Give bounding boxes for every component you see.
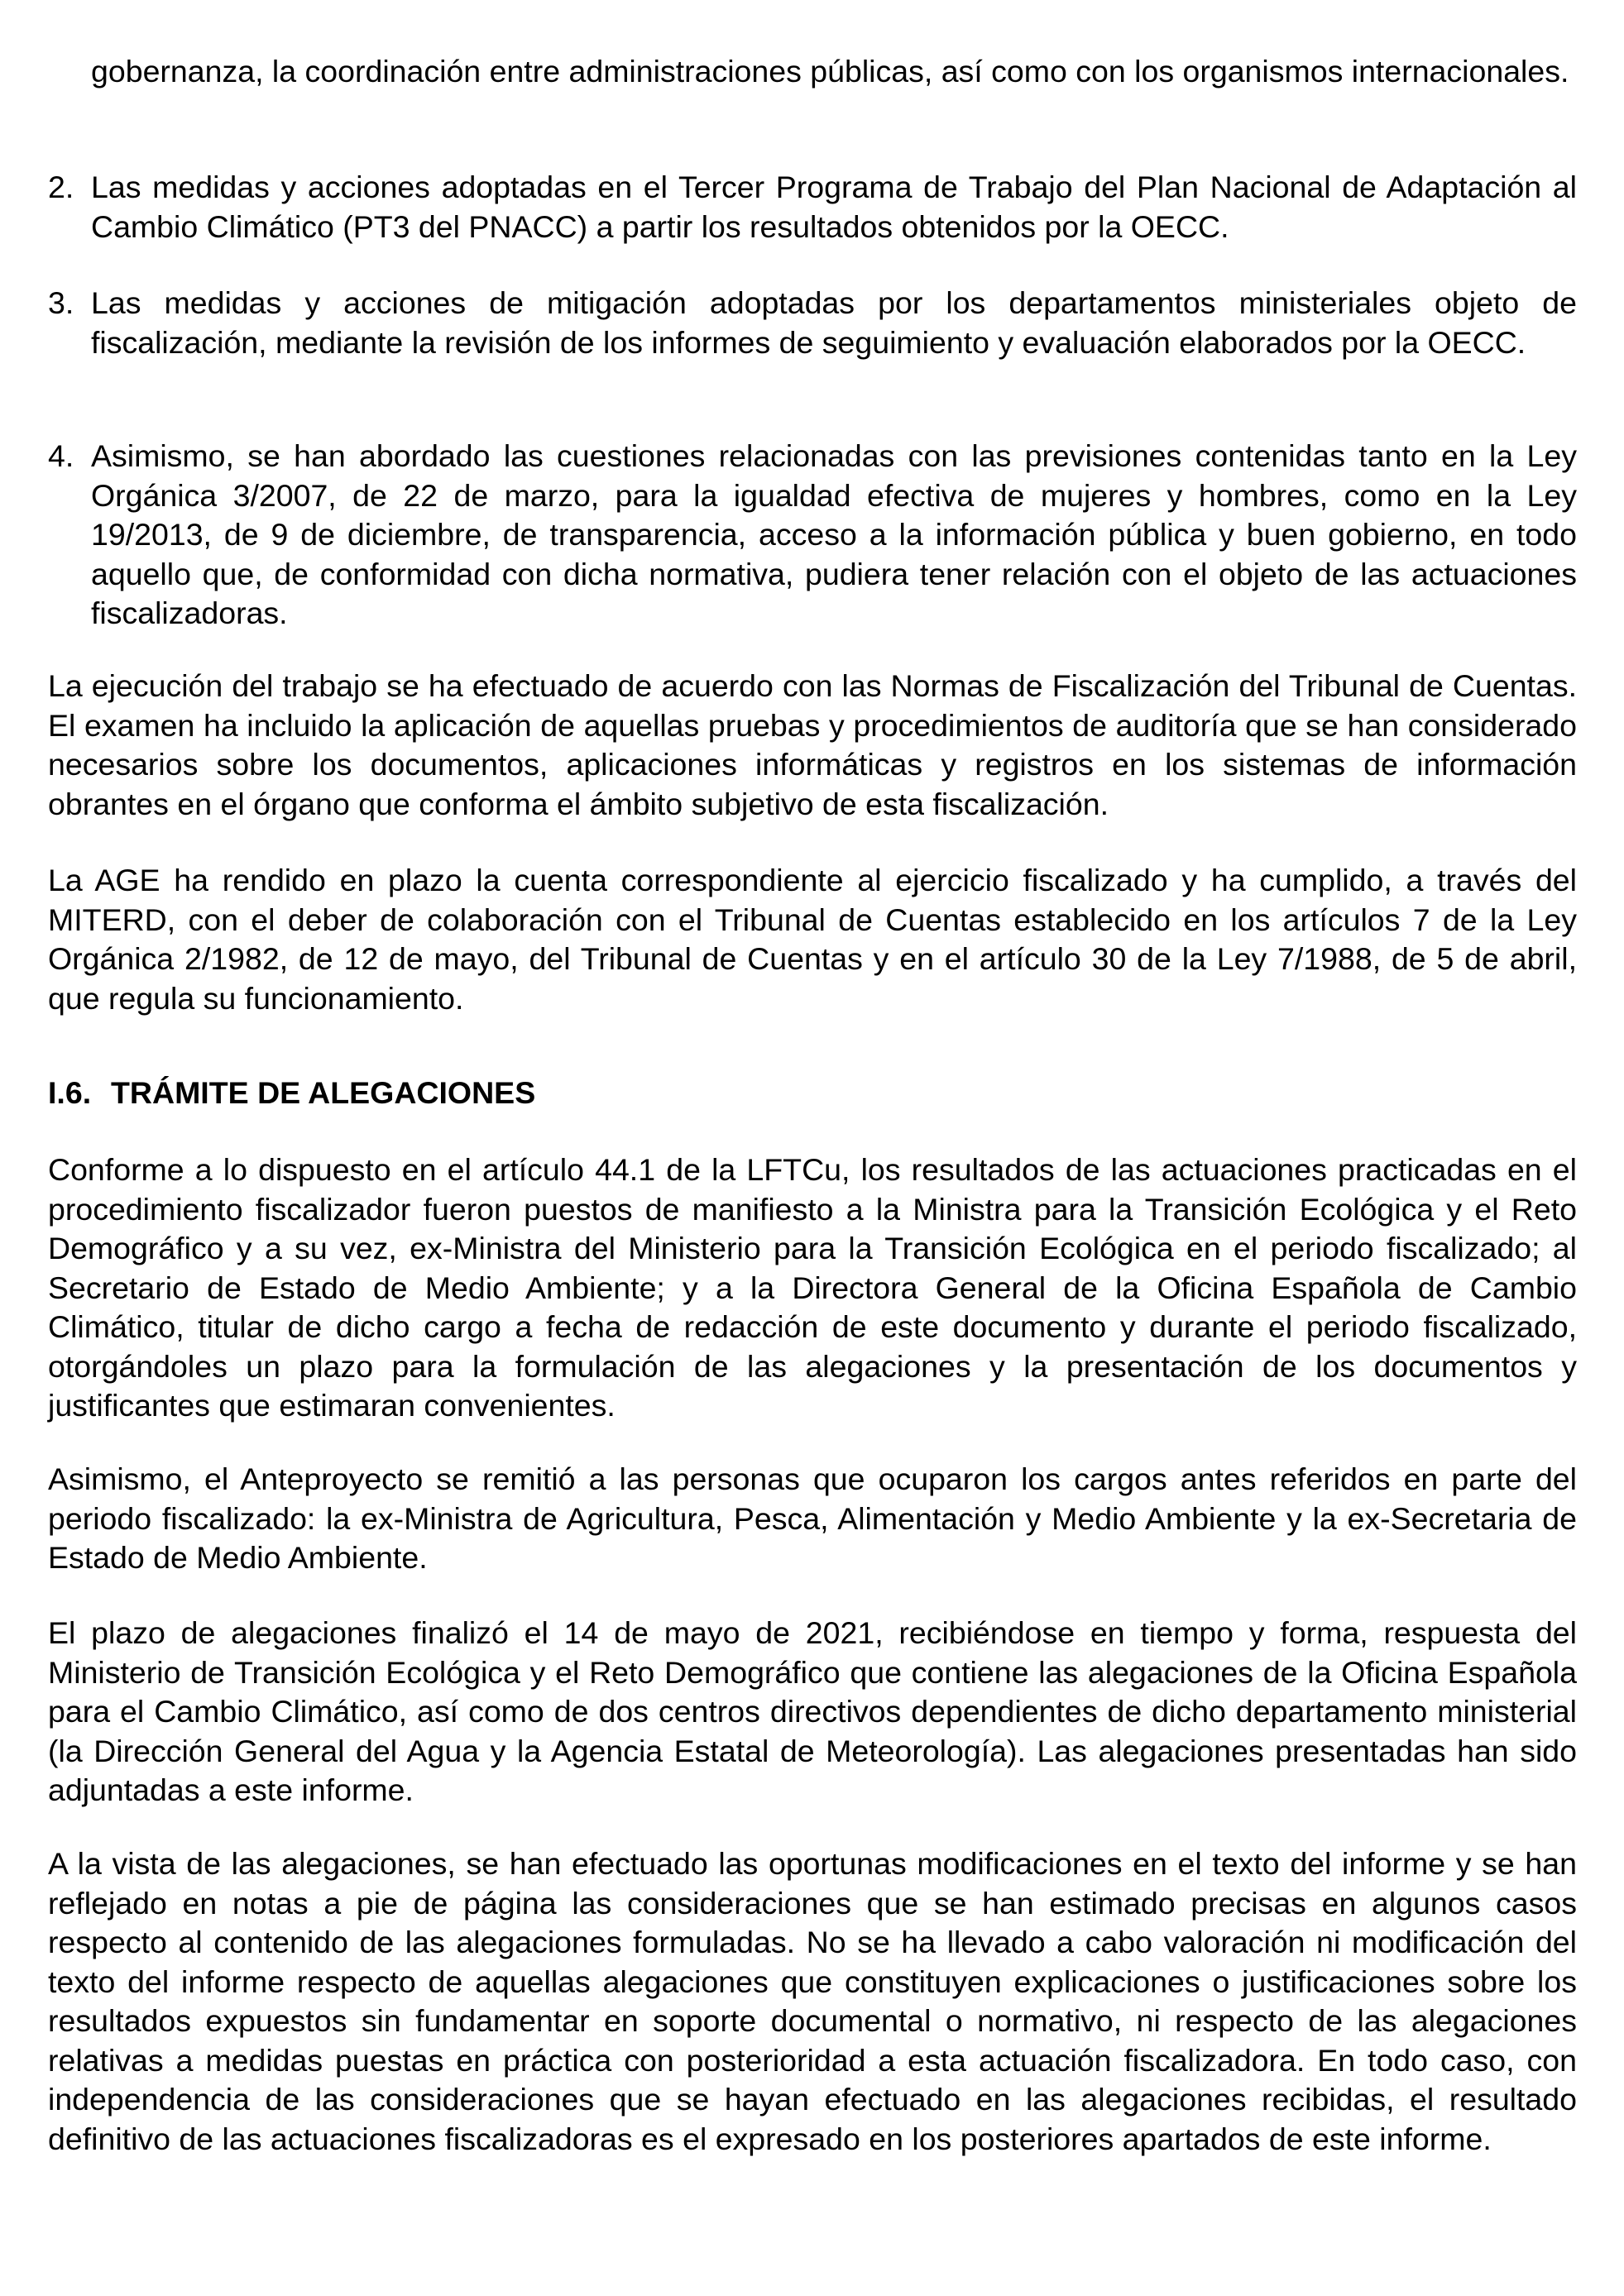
list-item-text: gobernanza, la coordinación entre administraciones públicas, así como con los organismos internacionales. [91, 54, 1569, 88]
section-title: TRÁMITE DE ALEGACIONES [111, 1075, 536, 1110]
list-item-number: 2. [48, 170, 74, 204]
list-item-continuation [48, 52, 1577, 92]
section-heading [48, 1074, 1577, 1113]
section-number: I.6. [48, 1075, 92, 1110]
list-item-number: 4. [48, 438, 74, 473]
paragraph-plazo: El plazo de alegaciones finalizó el 14 de mayo de 2021, recibiéndose en tiempo y forma, respuesta del Ministerio de Transición Ecológica y el Reto Demográfico que contiene las alegaciones de la Oficina Española para el Cambio Climático, así como de dos centros directivos dependientes de dicho departamento ministerial (la Dirección General del Agua y la Agencia Estatal de Meteorología). Las alegaciones presentadas han sido adjuntadas a este informe. [48, 1615, 1577, 1807]
paragraph-asimismo: Asimismo, el Anteproyecto se remitió a las personas que ocuparon los cargos antes referidos en parte del periodo fiscalizado: la ex-Ministra de Agricultura, Pesca, Alimentación y Medio Ambiente y la ex-Secretaria de Estado de Medio Ambiente. [48, 1461, 1577, 1575]
paragraph-vista: A la vista de las alegaciones, se han efectuado las oportunas modificaciones en el texto del informe y se han reflejado en notas a pie de página las consideraciones que se han estimado precisas en algunos casos respecto al contenido de las alegaciones formuladas. No se ha llevado a cabo valoración ni modificación del texto del informe respecto de aquellas alegaciones que constituyen explicaciones o justificaciones sobre los resultados expuestos sin fundamentar en soporte documental o normativo, ni respecto de las alegaciones relativas a medidas puestas en práctica con posterioridad a esta actuación fiscalizadora. En todo caso, con independencia de las consideraciones que se hayan efectuado en las alegaciones recibidas, el resultado definitivo de las actuaciones fiscalizadoras es el expresado en los posteriores apartados de este informe. [48, 1846, 1577, 2156]
list-item-text: Las medidas y acciones adoptadas en el Tercer Programa de Trabajo del Plan Nacional de Adaptación al Cambio Climático (PT3 del PNACC) a partir los resultados obtenidos por la OECC. [91, 170, 1577, 244]
paragraph-conforme: Conforme a lo dispuesto en el artículo 44.1 de la LFTCu, los resultados de las actuaciones practicadas en el procedimiento fiscalizador fueron puestos de manifiesto a la Ministra para la Transición Ecológica y el Reto Demográfico y a su vez, ex-Ministra del Ministerio para la Transición Ecológica en el periodo fiscalizado; al Secretario de Estado de Medio Ambiente; y a la Directora General de la Oficina Española de Cambio Climático, titular de dicho cargo a fecha de redacción de este documento y durante el periodo fiscalizado, otorgándoles un plazo para la formulación de las alegaciones y la presentación de los documentos y justificantes que estimaran convenientes. [48, 1152, 1577, 1423]
list-item-3 [48, 284, 1577, 362]
list-item-4 [48, 437, 1577, 634]
paragraph-ejecucion: La ejecución del trabajo se ha efectuado de acuerdo con las Normas de Fiscalización del Tribunal de Cuentas. El examen ha incluido la aplicación de aquellas pruebas y procedimientos de auditoría que se han considerado necesarios sobre los documentos, aplicaciones informáticas y registros en los sistemas de información obrantes en el órgano que conforma el ámbito subjetivo de esta fiscalización. [48, 668, 1577, 821]
list-item-2 [48, 168, 1577, 246]
list-item-text: Asimismo, se han abordado las cuestiones relacionadas con las previsiones contenidas tanto en la Ley Orgánica 3/2007, de 22 de marzo, para la igualdad efectiva de mujeres y hombres, como en la Ley 19/2013, de 9 de diciembre, de transparencia, acceso a la información pública y buen gobierno, en todo aquello que, de conformidad con dicha normativa, pudiera tener relación con el objeto de las actuaciones fiscalizadoras. [91, 438, 1577, 630]
list-item-number: 3. [48, 285, 74, 320]
list-item-text: Las medidas y acciones de mitigación adoptadas por los departamentos ministeriales objeto de fiscalización, mediante la revisión de los informes de seguimiento y evaluación elaborados por la OECC. [91, 285, 1577, 360]
paragraph-rendicion: La AGE ha rendido en plazo la cuenta correspondiente al ejercicio fiscalizado y ha cumplido, a través del MITERD, con el deber de colaboración con el Tribunal de Cuentas establecido en los artículos 7 de la Ley Orgánica 2/1982, de 12 de mayo, del Tribunal de Cuentas y en el artículo 30 de la Ley 7/1988, de 5 de abril, que regula su funcionamiento. [48, 863, 1577, 1016]
